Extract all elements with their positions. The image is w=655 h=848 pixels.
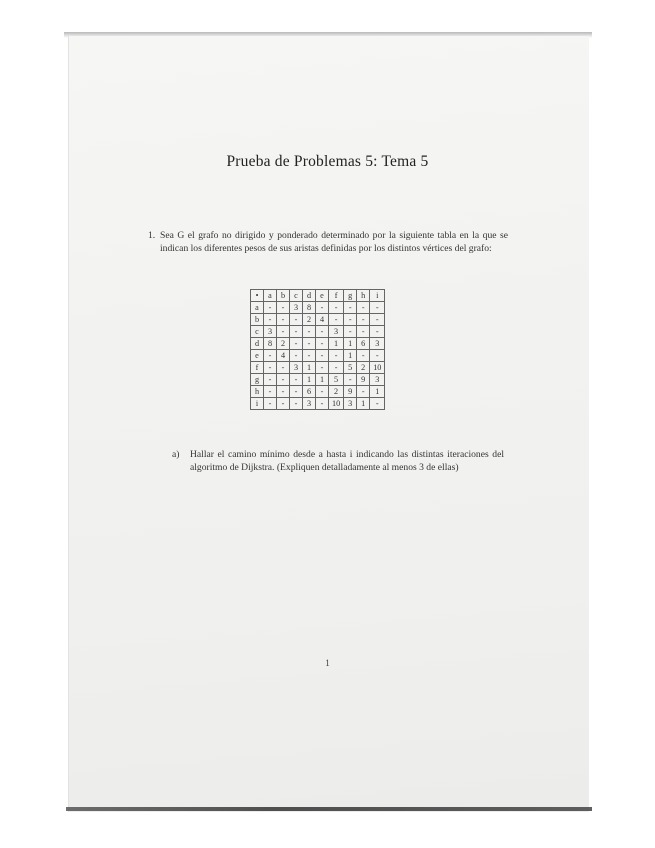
weight-cell: - [329, 302, 344, 314]
weight-cell: - [277, 374, 290, 386]
table-row [251, 314, 385, 326]
weight-cell: 2 [277, 338, 290, 350]
weight-cell: 1 [303, 362, 316, 374]
weight-cell: - [357, 314, 370, 326]
problem-text: Sea G el grafo no dirigido y ponderado determinado por la siguiente tabla en la que se indican los diferentes pesos de sus aristas definidas por los distintos vértices del grafo: [160, 230, 508, 254]
weight-cell: 3 [264, 326, 277, 338]
weight-cell: 3 [290, 302, 303, 314]
weight-cell: - [357, 302, 370, 314]
weight-cell: - [290, 314, 303, 326]
weight-cell: 10 [370, 362, 385, 374]
weight-cell: - [290, 350, 303, 362]
weight-cell: - [357, 326, 370, 338]
weight-cell: - [277, 386, 290, 398]
weight-cell: 1 [344, 338, 357, 350]
weight-cell: - [264, 386, 277, 398]
weight-cell: - [329, 314, 344, 326]
weight-cell: 2 [303, 314, 316, 326]
weight-cell: - [303, 350, 316, 362]
weight-cell: - [264, 302, 277, 314]
weight-cell: - [344, 326, 357, 338]
row-label-cell: a [251, 302, 264, 314]
weight-cell: - [277, 302, 290, 314]
header-cell: e [316, 290, 329, 302]
weight-cell: - [264, 374, 277, 386]
header-cell: a [264, 290, 277, 302]
weight-cell: - [357, 350, 370, 362]
header-cell: d [303, 290, 316, 302]
problem-1 [148, 229, 508, 255]
weight-cell: - [277, 314, 290, 326]
weight-cell: 10 [329, 398, 344, 410]
weight-cell: 3 [370, 374, 385, 386]
row-label-cell: d [251, 338, 264, 350]
weight-cell: 4 [277, 350, 290, 362]
weight-cell: - [370, 302, 385, 314]
weight-cell: - [303, 338, 316, 350]
table-row [251, 386, 385, 398]
weight-cell: - [316, 386, 329, 398]
row-label-cell: g [251, 374, 264, 386]
weight-cell: - [290, 338, 303, 350]
weight-cell: - [370, 350, 385, 362]
weight-cell: - [344, 314, 357, 326]
weight-cell: 8 [303, 302, 316, 314]
row-label-cell: h [251, 386, 264, 398]
weight-cell: 3 [290, 362, 303, 374]
weight-cell: 2 [357, 362, 370, 374]
weight-cell: 1 [357, 398, 370, 410]
weight-cell: 1 [370, 386, 385, 398]
page-title: Prueba de Problemas 5: Tema 5 [226, 153, 429, 170]
subquestion-a [172, 448, 504, 474]
table-row [251, 362, 385, 374]
weight-cell: - [316, 350, 329, 362]
weight-cell: - [290, 386, 303, 398]
weight-cell: 1 [344, 350, 357, 362]
problem-number: 1. [148, 230, 156, 241]
weight-cell: 5 [329, 374, 344, 386]
weight-cell: - [316, 326, 329, 338]
weight-cell: - [277, 326, 290, 338]
weight-cell: 3 [329, 326, 344, 338]
weight-cell: - [370, 398, 385, 410]
weight-cell: 9 [357, 374, 370, 386]
weight-cell: - [316, 398, 329, 410]
weight-cell: 2 [329, 386, 344, 398]
row-label-cell: f [251, 362, 264, 374]
weight-cell: 3 [370, 338, 385, 350]
weight-cell: 3 [344, 398, 357, 410]
weight-cell: 1 [303, 374, 316, 386]
weight-cell: - [316, 362, 329, 374]
weight-cell: - [370, 314, 385, 326]
table-header-row [251, 290, 385, 302]
weight-cell: - [344, 374, 357, 386]
weight-cell: - [303, 326, 316, 338]
weight-cell: - [316, 338, 329, 350]
page-number: 1 [325, 659, 330, 669]
weight-cell: - [290, 326, 303, 338]
weight-cell: - [264, 398, 277, 410]
header-cell: h [357, 290, 370, 302]
weight-cell: 8 [264, 338, 277, 350]
weight-cell: - [316, 302, 329, 314]
weight-cell: - [264, 350, 277, 362]
table-row [251, 326, 385, 338]
weight-cell: - [329, 362, 344, 374]
weight-cell: 9 [344, 386, 357, 398]
table-row [251, 338, 385, 350]
weight-cell: - [344, 302, 357, 314]
table-row [251, 398, 385, 410]
weight-cell: - [357, 386, 370, 398]
table-body [251, 302, 385, 410]
weight-cell: 1 [329, 338, 344, 350]
weight-cell: - [290, 398, 303, 410]
header-cell: • [251, 290, 264, 302]
table-row [251, 302, 385, 314]
weight-cell: 5 [344, 362, 357, 374]
weight-cell: - [277, 398, 290, 410]
page-bottom-edge [66, 807, 592, 811]
row-label-cell: i [251, 398, 264, 410]
weight-cell: - [290, 374, 303, 386]
header-cell: g [344, 290, 357, 302]
row-label-cell: c [251, 326, 264, 338]
weight-cell: 4 [316, 314, 329, 326]
row-label-cell: e [251, 350, 264, 362]
table-row [251, 374, 385, 386]
subquestion-label: a) [172, 449, 180, 460]
row-label-cell: b [251, 314, 264, 326]
header-cell: i [370, 290, 385, 302]
weight-cell: - [370, 326, 385, 338]
header-cell: f [329, 290, 344, 302]
weight-cell: - [264, 362, 277, 374]
weight-cell: 6 [357, 338, 370, 350]
weight-cell: - [277, 362, 290, 374]
header-cell: b [277, 290, 290, 302]
table-row [251, 350, 385, 362]
weights-table [250, 289, 385, 410]
weight-cell: 3 [303, 398, 316, 410]
subquestion-text: Hallar el camino mínimo desde a hasta i indicando las distintas iteraciones del algoritmo de Dijkstra. (Expliquen detalladamente al menos 3 de ellas) [190, 449, 504, 473]
weight-cell: 1 [316, 374, 329, 386]
weight-cell: - [329, 350, 344, 362]
weight-cell: 6 [303, 386, 316, 398]
header-cell: c [290, 290, 303, 302]
weight-cell: - [264, 314, 277, 326]
